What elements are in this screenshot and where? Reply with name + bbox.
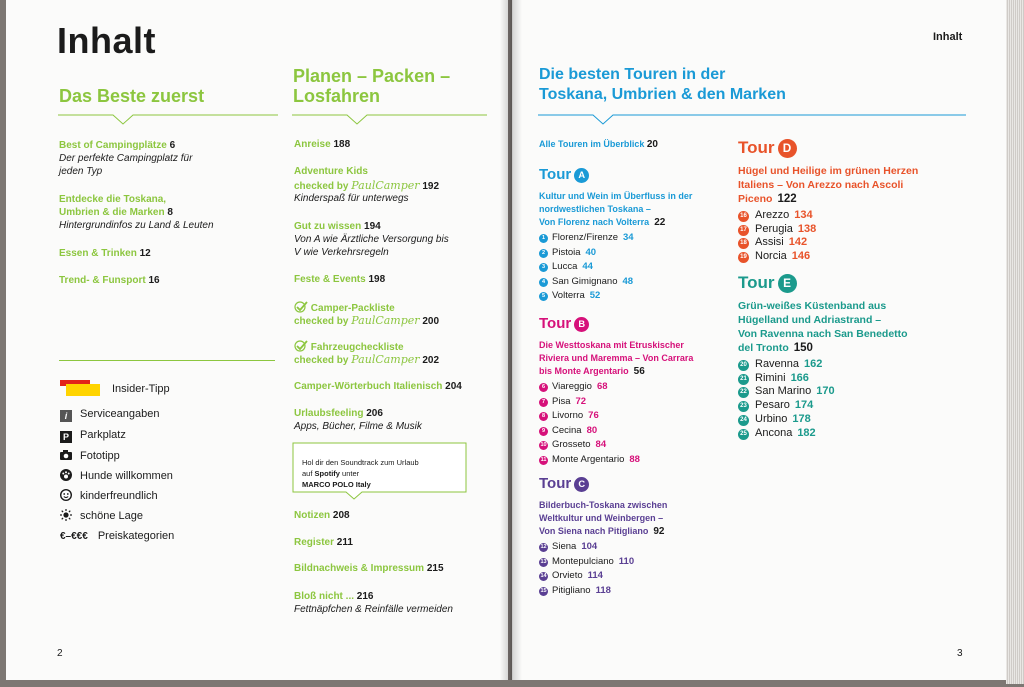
stop-page-number: 142 <box>788 236 808 249</box>
tour-stop-item[interactable] <box>738 385 835 398</box>
tour-stop-item[interactable] <box>539 556 634 567</box>
toc-entry-camper-packliste-line2[interactable]: checked by PaulCamper 200 <box>294 314 440 327</box>
stop-number-badge: 16 <box>738 211 749 222</box>
heading-divider <box>58 112 278 128</box>
stop-name: Norcia <box>755 250 787 263</box>
stop-name: Assisi <box>755 236 784 249</box>
tour-stop-item[interactable] <box>539 232 634 243</box>
stop-number-badge: 2 <box>539 249 548 258</box>
tour-word: Tour <box>539 315 572 332</box>
tour-description-line[interactable]: Weltkultur und Weinbergen – <box>539 513 664 523</box>
checkmark-icon <box>294 301 308 313</box>
legend-fototipp: Fototipp <box>60 449 120 462</box>
tour-stop-item[interactable] <box>539 290 600 301</box>
stop-page-number: 114 <box>587 570 603 581</box>
toc-entry-gut-zu-wissen[interactable]: Gut zu wissen 194 <box>294 221 381 232</box>
tour-stop-item[interactable] <box>738 358 822 371</box>
stop-number-badge: 5 <box>539 292 548 301</box>
stop-name: San Gimignano <box>552 275 618 287</box>
stop-page-number: 68 <box>596 381 608 392</box>
running-header: Inhalt <box>933 31 963 43</box>
stop-number-badge: 12 <box>540 544 547 550</box>
legend-divider <box>59 360 275 361</box>
stop-page-number: 174 <box>794 399 814 412</box>
tour-letter-badge: E <box>778 274 797 293</box>
tour-description-line[interactable]: Kultur und Wein im Überfluss in der <box>539 191 693 201</box>
toc-sub-line: Von A wie Ärztliche Versorgung bis <box>294 234 449 245</box>
tour-stop-item[interactable] <box>539 396 586 407</box>
stop-number-badge: 18 <box>738 238 749 249</box>
legend-hunde: Hunde willkommen <box>60 469 173 482</box>
tour-stop-item[interactable] <box>738 372 809 385</box>
paulcamper-logo: PaulCamper <box>351 314 420 327</box>
stop-page-number: 52 <box>589 290 601 301</box>
toc-sub-line: Hintergrundinfos zu Land & Leuten <box>59 220 214 231</box>
stop-page-number: 76 <box>588 410 599 421</box>
toc-entry-trend-funsport[interactable]: Trend- & Funsport 16 <box>59 275 160 286</box>
stop-number-badge: 1 <box>539 234 548 243</box>
stop-name: Cecina <box>552 424 582 436</box>
toc-entry-register[interactable]: Register 211 <box>294 537 353 548</box>
stop-page-number: 84 <box>595 439 607 450</box>
tour-page-number: 150 <box>793 342 813 354</box>
page-number-right: 3 <box>957 648 963 659</box>
toc-entry-adventure-kids[interactable]: Adventure Kids <box>294 166 368 177</box>
toc-entry-best-of-camping[interactable]: Best of Campingplätze 6 <box>59 140 176 151</box>
tours-heading-line2: Toskana, Umbrien & den Marken <box>539 86 786 103</box>
stop-number-badge: 11 <box>540 456 547 463</box>
stop-page-number: 118 <box>595 584 611 596</box>
stop-page-number: 170 <box>816 385 835 398</box>
tour-heading-c[interactable] <box>539 475 589 492</box>
stop-number-badge: 13 <box>540 558 547 565</box>
stop-name: Arezzo <box>755 209 790 221</box>
stop-page-number: 48 <box>622 275 634 287</box>
toc-sub-line: V wie Verkehrsregeln <box>294 247 389 258</box>
section-heading-planen-line2: Losfahren <box>293 86 381 106</box>
legend-schoene-lage: schöne Lage <box>60 509 143 522</box>
stop-page-number: 138 <box>797 222 817 235</box>
tour-description-line[interactable]: Piceno 122 <box>738 193 797 205</box>
page-title: Inhalt <box>57 20 156 61</box>
tours-heading-line1: Die besten Touren in der <box>539 66 726 83</box>
stop-number-badge: 14 <box>540 573 547 579</box>
legend-kinderfreundlich: kinderfreundlich <box>60 489 158 502</box>
tour-heading-e[interactable] <box>738 273 797 293</box>
legend-serviceangaben: i Serviceangaben <box>60 408 160 422</box>
stop-name: Pitigliano <box>552 584 591 596</box>
tour-page-number: 56 <box>633 366 645 377</box>
tour-stop-item[interactable] <box>738 427 816 440</box>
tour-description-line[interactable]: Von Ravenna nach San Benedetto <box>738 328 908 340</box>
toc-entry-feste-events[interactable]: Feste & Events 198 <box>294 274 386 285</box>
stop-page-number: 40 <box>585 246 597 258</box>
legend-insider-tipp: Insider-Tipp <box>60 380 170 396</box>
stop-name: Pistoia <box>552 246 581 258</box>
section-heading-das-beste-zuerst: Das Beste zuerst <box>59 86 205 106</box>
stop-page-number: 44 <box>582 261 593 272</box>
stop-name: Viareggio <box>552 381 592 392</box>
stop-page-number: 104 <box>581 541 598 552</box>
tour-word: Tour <box>738 273 775 292</box>
tour-stop-item[interactable] <box>539 276 633 287</box>
book-spine <box>500 0 522 680</box>
page-edges <box>1006 0 1024 684</box>
stop-page-number: 178 <box>792 412 811 425</box>
parking-icon: P <box>60 431 72 443</box>
stop-page-number: 162 <box>804 358 823 370</box>
tour-stop-item[interactable] <box>539 410 599 421</box>
tour-description-line[interactable]: Hügel und Heilige im grünen Herzen <box>738 165 919 177</box>
stop-page-number: 110 <box>618 555 635 567</box>
stop-name: Pesaro <box>755 399 790 412</box>
tour-heading-d[interactable] <box>738 138 797 158</box>
tour-description-line[interactable]: Die Westtoskana mit Etruskischer <box>539 340 684 350</box>
toc-sub-line: Kinderspaß für unterwegs <box>294 193 409 204</box>
stop-name: Grosseto <box>552 439 591 450</box>
stop-number-badge: 19 <box>738 252 749 263</box>
toc-sub-line: Fettnäpfchen & Reinfälle vermeiden <box>294 604 453 615</box>
tour-description-line[interactable]: del Tronto 150 <box>738 342 813 354</box>
stop-page-number: 72 <box>575 395 587 407</box>
toc-entry-bildnachweis[interactable]: Bildnachweis & Impressum 215 <box>294 563 444 574</box>
tour-page-number: 92 <box>653 526 665 537</box>
soundtrack-playlist[interactable]: MARCO POLO Italy <box>302 480 371 489</box>
stop-page-number: 182 <box>797 426 816 439</box>
stop-page-number: 88 <box>629 453 640 465</box>
stop-number-badge: 17 <box>738 225 749 236</box>
checkmark-icon <box>294 340 308 352</box>
tour-stop-item[interactable] <box>738 399 813 412</box>
dog-paw-icon <box>60 469 72 481</box>
tour-stop-item[interactable] <box>539 425 597 436</box>
legend-preiskategorien: €–€€€ Preiskategorien <box>60 530 175 542</box>
tour-stop-item[interactable] <box>539 585 611 596</box>
stop-number-badge: 10 <box>540 442 547 448</box>
heading-divider <box>292 112 487 128</box>
stop-name: Urbino <box>755 412 788 425</box>
tour-word: Tour <box>539 166 572 183</box>
tour-page-number: 122 <box>777 193 797 205</box>
euro-icon: €–€€€ <box>60 531 88 542</box>
tour-description-line[interactable]: Von Siena nach Pitigliano 92 <box>539 526 665 537</box>
toc-entry-woerterbuch[interactable]: Camper-Wörterbuch Italienisch 204 <box>294 381 462 392</box>
stop-name: San Marino <box>755 385 812 398</box>
tour-letter-badge: B <box>574 317 589 332</box>
tour-description-line[interactable]: nordwestlichen Toskana – <box>539 204 651 214</box>
toc-entry-alle-touren[interactable]: Alle Touren im Überblick 20 <box>539 139 658 150</box>
stop-number-badge: 8 <box>539 412 548 421</box>
stop-number-badge: 15 <box>540 587 547 594</box>
child-face-icon <box>60 489 72 501</box>
stop-page-number: 134 <box>794 209 813 221</box>
toc-entry-entdecke-line2[interactable]: Umbrien & die Marken 8 <box>59 207 173 218</box>
stop-number-badge: 24 <box>738 415 749 426</box>
tour-stop-item[interactable] <box>539 381 608 392</box>
toc-entry-adventure-kids-line2[interactable]: checked by PaulCamper 192 <box>294 179 440 192</box>
tour-stop-item[interactable] <box>539 454 640 465</box>
stop-name: Rimini <box>755 371 786 384</box>
toc-entry-anreise[interactable]: Anreise 188 <box>294 139 351 150</box>
stop-page-number: 166 <box>790 371 809 384</box>
tour-word: Tour <box>539 475 572 492</box>
stop-number-badge: 23 <box>738 401 749 412</box>
tour-letter-badge: A <box>574 168 589 183</box>
paulcamper-logo: PaulCamper <box>351 353 420 366</box>
tour-description-line[interactable]: Riviera und Maremma – Von Carrara <box>539 353 694 363</box>
tour-description-line[interactable]: Grün-weißes Küstenband aus <box>738 300 887 312</box>
stop-name: Montepulciano <box>552 555 614 567</box>
soundtrack-line2: auf Spotify unter <box>302 469 360 478</box>
tour-stop-item[interactable] <box>738 236 807 249</box>
toc-sub-line: Apps, Bücher, Filme & Musik <box>294 421 422 432</box>
tour-stop-item[interactable] <box>539 247 596 258</box>
stop-name: Pisa <box>552 395 571 407</box>
toc-entry-urlaubsfeeling[interactable]: Urlaubsfeeling 206 <box>294 408 383 419</box>
tour-description-line[interactable]: Hügelland und Adriastrand – <box>738 314 882 326</box>
soundtrack-line1: Hol dir den Soundtrack zum Urlaub <box>302 458 419 467</box>
stop-name: Ancona <box>755 426 793 439</box>
stop-page-number: 34 <box>623 232 634 243</box>
tour-description-line[interactable]: Von Florenz nach Volterra 22 <box>539 217 666 228</box>
tour-description-line[interactable]: bis Monte Argentario 56 <box>539 366 645 377</box>
stop-name: Monte Argentario <box>552 453 625 465</box>
tour-stop-item[interactable] <box>539 439 606 450</box>
stop-number-badge: 9 <box>539 427 548 436</box>
stop-number-badge: 22 <box>738 387 749 398</box>
stop-number-badge: 25 <box>738 429 749 440</box>
stop-name: Ravenna <box>755 358 800 370</box>
camera-icon <box>60 449 72 461</box>
section-heading-planen: Planen – Packen – <box>293 66 451 86</box>
tour-stop-item[interactable] <box>738 223 816 236</box>
heading-divider <box>538 112 966 128</box>
toc-entry-bloss-nicht[interactable]: Bloß nicht ... 216 <box>294 591 374 602</box>
tour-stop-item[interactable] <box>738 250 810 263</box>
toc-entry-notizen[interactable]: Notizen 208 <box>294 510 350 521</box>
toc-entry-fahrzeugcheckliste[interactable]: Fahrzeugcheckliste <box>294 340 404 353</box>
toc-entry-camper-packliste[interactable]: Camper-Packliste <box>294 301 395 314</box>
toc-sub-line: jeden Typ <box>59 166 103 177</box>
stop-name: Florenz/Firenze <box>552 232 618 243</box>
toc-entry-essen-trinken[interactable]: Essen & Trinken 12 <box>59 248 151 259</box>
tour-heading-b[interactable] <box>539 315 589 332</box>
tour-description-line[interactable]: Italiens – Von Arezzo nach Ascoli <box>738 179 904 191</box>
stop-name: Siena <box>552 541 577 552</box>
legend-parkplatz: P Parkplatz <box>60 429 126 443</box>
tour-letter-badge: D <box>778 139 797 158</box>
tour-word: Tour <box>738 138 775 157</box>
stop-number-badge: 6 <box>539 383 548 392</box>
tour-description-line[interactable]: Bilderbuch-Toskana zwischen <box>539 500 668 510</box>
stop-page-number: 146 <box>791 250 811 263</box>
stop-name: Volterra <box>552 290 585 301</box>
stop-name: Orvieto <box>552 570 583 581</box>
toc-sub-line: Der perfekte Campingplatz für <box>59 153 193 164</box>
tour-page-number: 22 <box>654 217 666 228</box>
stop-page-number: 80 <box>586 424 598 436</box>
tour-stop-item[interactable] <box>738 413 811 426</box>
toc-entry-entdecke[interactable]: Entdecke die Toskana, <box>59 194 167 205</box>
stop-number-badge: 7 <box>539 398 548 407</box>
stop-name: Livorno <box>552 410 584 421</box>
tour-letter-badge: C <box>574 477 589 492</box>
stop-name: Lucca <box>552 261 578 272</box>
paulcamper-logo: PaulCamper <box>351 179 420 192</box>
stop-number-badge: 20 <box>738 360 749 371</box>
tour-stop-item[interactable] <box>539 261 593 272</box>
tour-heading-a[interactable] <box>539 166 589 183</box>
stop-number-badge: 3 <box>539 263 548 272</box>
page-number-left: 2 <box>57 648 63 659</box>
tour-stop-item[interactable] <box>738 209 813 222</box>
stop-number-badge: 4 <box>539 278 548 287</box>
sun-icon <box>60 509 72 521</box>
tour-stop-item[interactable] <box>539 570 603 581</box>
stop-number-badge: 21 <box>738 374 749 385</box>
stop-name: Perugia <box>755 222 793 235</box>
tour-stop-item[interactable] <box>539 541 597 552</box>
info-icon: i <box>60 410 72 422</box>
insider-tip-icon <box>60 380 100 396</box>
toc-entry-fahrzeugcheckliste-line2[interactable]: checked by PaulCamper 202 <box>294 353 440 366</box>
